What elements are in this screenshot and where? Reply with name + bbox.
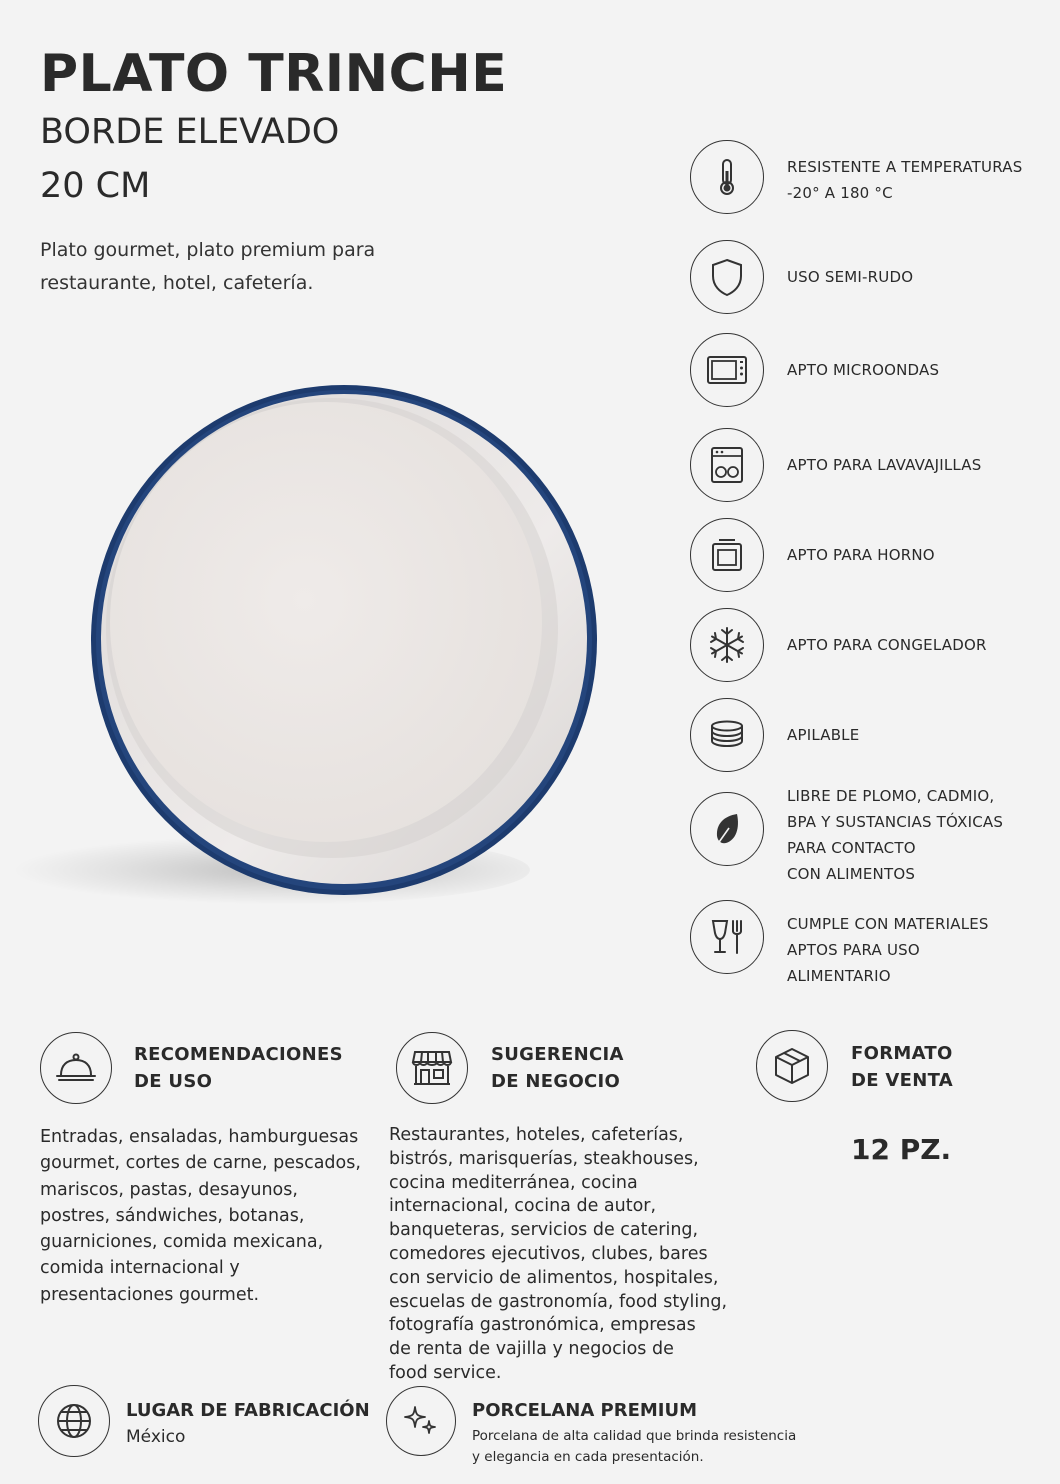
porcelana-text: Porcelana de alta calidad que brinda resistencia y elegancia en cada presentación. [472,1428,797,1465]
feature-label: APTO PARA LAVAVAJILLAS [787,456,982,474]
recomendaciones-heading: RECOMENDACIONES DE USO [134,1044,343,1092]
snowflake-icon [690,608,764,682]
product-subtitle: BORDE ELEVADO [40,112,340,152]
product-size: 20 CM [40,166,151,206]
leaf-icon [690,792,764,866]
feature-uso-alimentario [690,900,1040,985]
sparkle-icon [386,1386,456,1456]
box-icon [756,1030,828,1102]
cloche-icon [40,1032,112,1104]
feature-label: APTO PARA CONGELADOR [787,636,987,654]
feature-temperature [690,140,1040,218]
feature-label: APTO PARA HORNO [787,546,935,564]
lugar-heading: LUGAR DE FABRICACIÓN [126,1400,370,1421]
shield-icon [690,240,764,314]
feature-microondas [690,333,1040,411]
feature-libre-toxicos [690,787,1040,883]
recomendaciones-text: Entradas, ensaladas, hamburguesas gourmet, cortes de carne, pescados, mariscos, pastas, desayunos, postres, sándwiches, botanas, guarniciones, comida mexicana, comida internacional y presentaciones gourmet. [40,1127,361,1305]
formato-value: 12 PZ. [851,1133,952,1166]
globe-icon [38,1385,110,1457]
oven-icon [690,518,764,592]
feature-label: CUMPLE CON MATERIALES APTOS PARA USO ALIMENTARIO [787,915,989,985]
glass-fork-icon [690,900,764,974]
product-description: Plato gourmet, plato premium para restaurante, hotel, cafetería. [40,239,376,294]
feature-label: APTO MICROONDAS [787,361,940,379]
porcelana-heading: PORCELANA PREMIUM [472,1400,698,1421]
formato-heading: FORMATO DE VENTA [851,1043,954,1091]
thermometer-icon [690,140,764,214]
feature-label: RESISTENTE A TEMPERATURAS -20° A 180 °C [787,158,1023,202]
feature-semi-rudo [690,240,1040,318]
feature-label: APILABLE [787,726,860,744]
microwave-icon [690,333,764,407]
stack-icon [690,698,764,772]
plate-image [86,378,606,898]
dishwasher-icon [690,428,764,502]
feature-apilable [690,698,1040,776]
feature-horno [690,518,1040,596]
feature-congelador [690,608,1040,686]
feature-lavavajillas [690,428,1040,506]
feature-label: LIBRE DE PLOMO, CADMIO, BPA Y SUSTANCIAS TÓXICAS PARA CONTACTO CON ALIMENTOS [787,787,1004,883]
sugerencia-heading: SUGERENCIA DE NEGOCIO [491,1044,624,1092]
storefront-icon [396,1032,468,1104]
lugar-value: México [126,1427,186,1447]
feature-label: USO SEMI-RUDO [787,268,914,286]
sugerencia-text: Restaurantes, hoteles, cafeterías, bistrós, marisquerías, steakhouses, cocina mediterránea, cocina internacional, cocina de autor, banqueteras, servicios de catering, comedores ejecutivos, clubes, bares con servicio de alimentos, hospitales, escuelas de gastronomía, food styling, fotografía gastronómica, empresas de renta de vajilla y negocios de food service. [389,1125,728,1383]
product-title: PLATO TRINCHE [40,44,508,104]
